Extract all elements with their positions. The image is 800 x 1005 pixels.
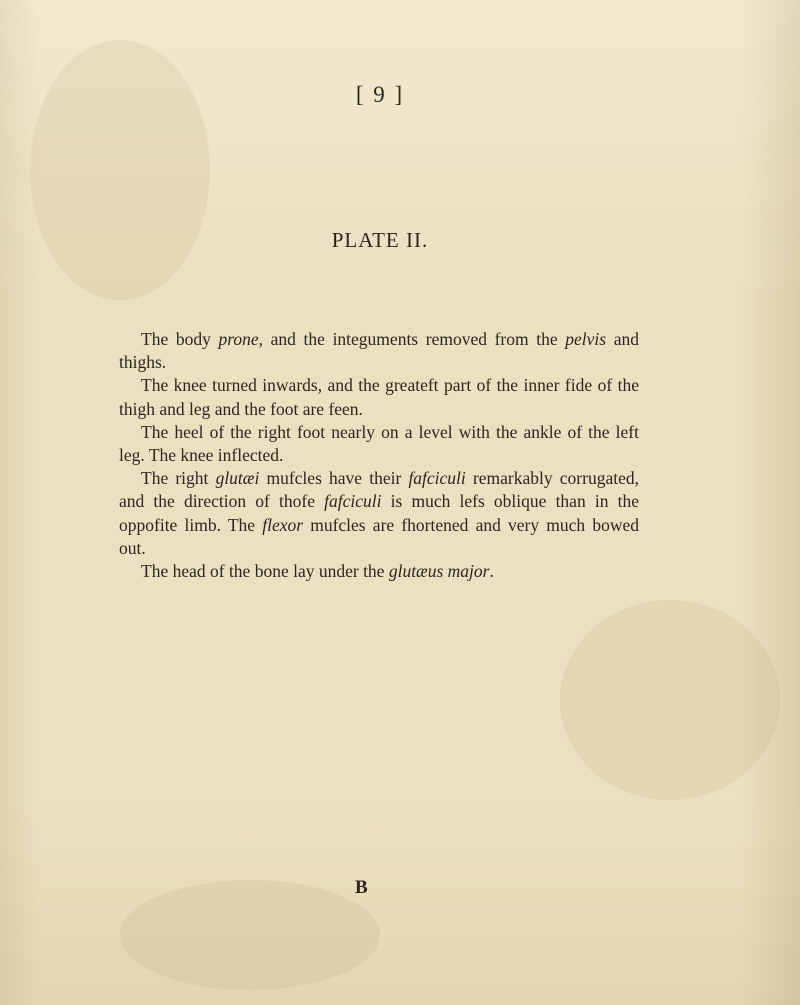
paragraph bbox=[119, 374, 639, 420]
paragraph bbox=[119, 560, 639, 583]
text-run: remarkably corrugated, and the direction of thofe bbox=[119, 468, 639, 512]
text-run: is much lefs oblique than in the oppofite limb. The bbox=[119, 491, 639, 535]
italic-term: pelvis bbox=[565, 329, 607, 349]
italic-term: prone bbox=[218, 329, 259, 349]
paper-stain bbox=[30, 40, 210, 300]
paragraph bbox=[119, 467, 639, 560]
text-run: mufcles have their bbox=[259, 468, 409, 489]
paper-stain bbox=[560, 600, 780, 800]
italic-term: glutæus major bbox=[388, 561, 490, 582]
text-run: . bbox=[489, 561, 494, 582]
text-run: and thighs. bbox=[119, 329, 639, 373]
paper-stain bbox=[120, 880, 380, 990]
signature-mark: B bbox=[355, 877, 368, 898]
text-run: The head of the bone lay under the bbox=[141, 561, 389, 582]
italic-term: flexor bbox=[262, 514, 304, 535]
paragraph bbox=[119, 328, 639, 374]
italic-term: fafciculi bbox=[408, 468, 466, 489]
italic-term: fafciculi bbox=[324, 491, 382, 512]
text-run: , and the integuments removed from the bbox=[258, 329, 566, 349]
text-run: The body bbox=[141, 329, 219, 349]
body-text bbox=[119, 328, 639, 583]
text-run: The knee turned inwards, and the greateft part of the inner fide of the thigh and leg and the foot are feen. bbox=[119, 375, 639, 419]
paragraph bbox=[119, 421, 639, 467]
text-run: The heel of the right foot nearly on a level with the ankle of the left leg. The knee inflected. bbox=[119, 421, 639, 466]
text-run: The right bbox=[141, 468, 216, 489]
italic-term: glutæi bbox=[215, 468, 260, 489]
plate-title: PLATE II. bbox=[331, 228, 429, 252]
text-run: mufcles are fhortened and very much bowed out. bbox=[119, 514, 640, 558]
page-number: [ 9 ] bbox=[355, 82, 405, 107]
